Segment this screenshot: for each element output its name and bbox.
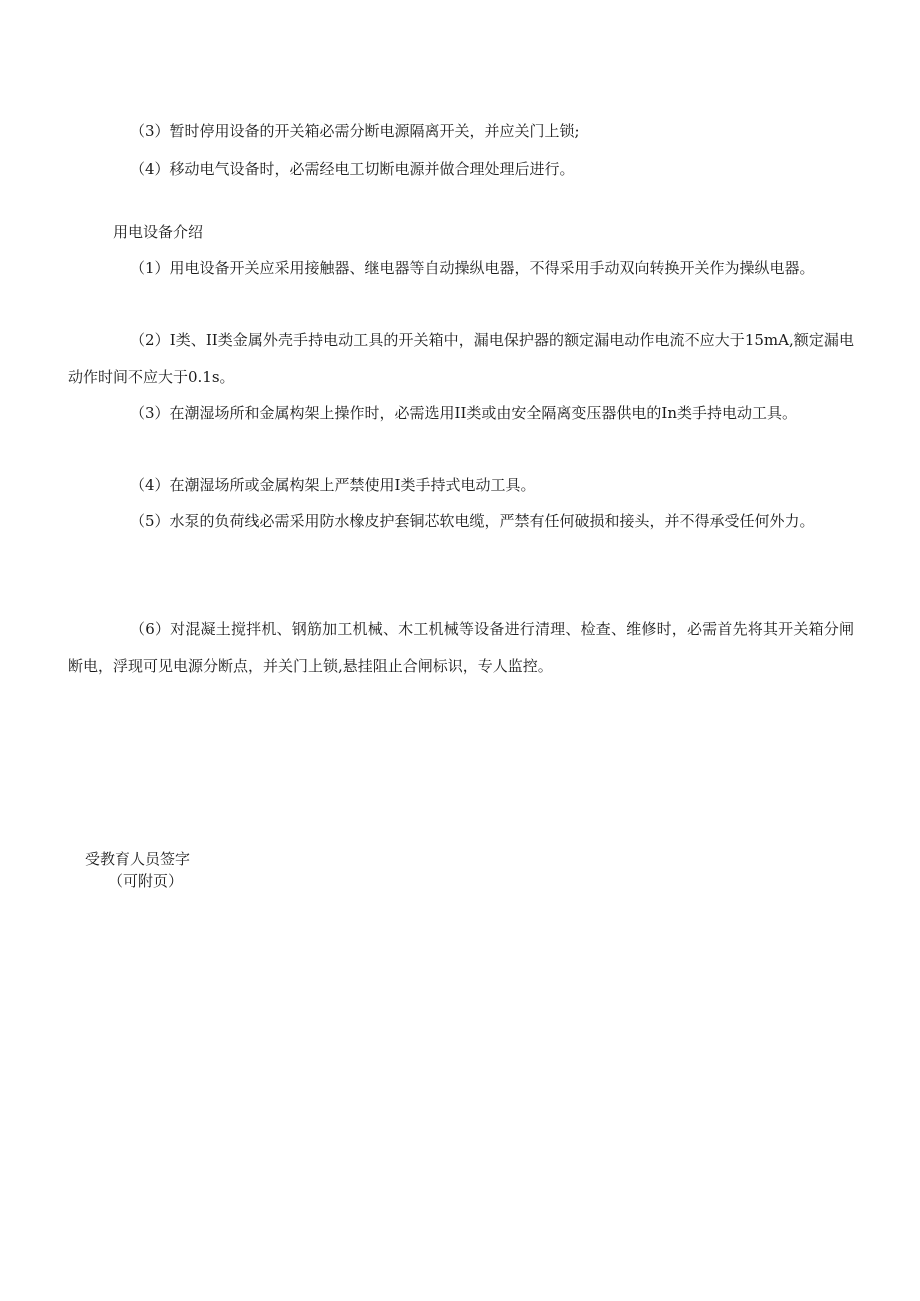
signature-note: （可附页） — [108, 872, 184, 890]
signature-label: 受教育人员签字 — [85, 850, 191, 868]
list-item: （4）移动电气设备时，必需经电工切断电源并做合理处理后进行。 — [130, 160, 575, 178]
list-item: （3）在潮湿场所和金属构架上操作时，必需选用II类或由安全隔离变压器供电的In类手持电动工具。 — [130, 404, 797, 422]
list-item: （5）水泵的负荷线必需采用防水橡皮护套铜芯软电缆，严禁有任何破损和接头，并不得承受任何外力。 — [130, 512, 815, 530]
list-item: （6）对混凝土搅拌机、钢筋加工机械、木工机械等设备进行清理、检查、维修时，必需首先将其开关箱分闸断电，浮现可见电源分断点，并关门上锁,悬挂阻止合闸标识，专人监控。 — [68, 620, 854, 675]
list-item: （2）I类、II类金属外壳手持电动工具的开关箱中，漏电保护器的额定漏电动作电流不应大于15mA,额定漏电动作时间不应大于0.1s。 — [68, 331, 854, 386]
section-title: 用电设备介绍 — [113, 223, 204, 241]
list-item: （3）暂时停用设备的开关箱必需分断电源隔离开关，并应关门上锁; — [130, 122, 580, 140]
list-item: （4）在潮湿场所或金属构架上严禁使用I类手持式电动工具。 — [130, 476, 536, 494]
list-item: （1）用电设备开关应采用接触器、继电器等自动操纵电器，不得采用手动双向转换开关作为操纵电器。 — [130, 259, 815, 277]
